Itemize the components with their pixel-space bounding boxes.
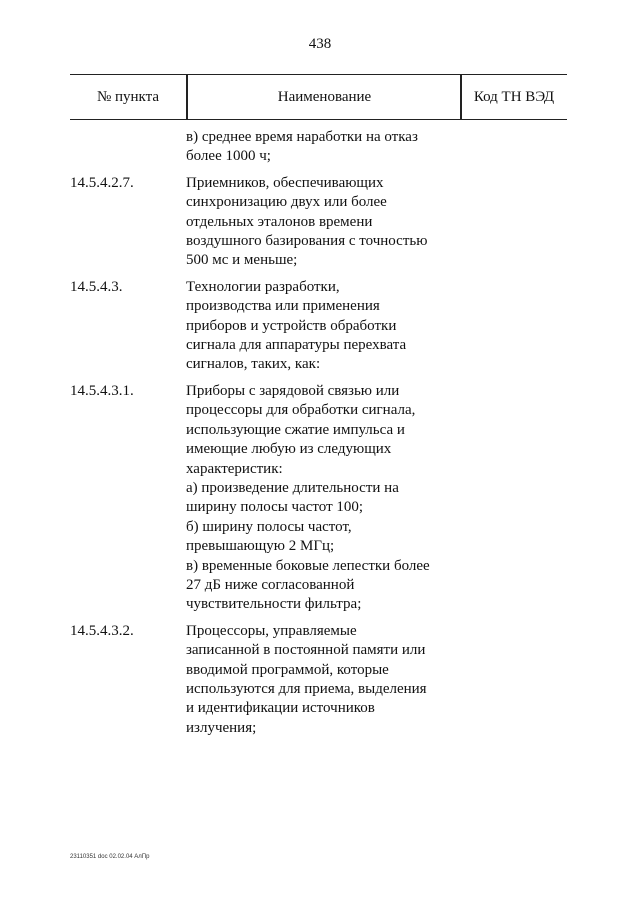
- description-line: сигнала для аппаратуры перехвата: [186, 337, 407, 354]
- page-number: 438: [308, 36, 332, 52]
- item-number: [0, 128, 186, 167]
- table-row: [0, 128, 640, 167]
- description-line: более 1000 ч;: [186, 148, 271, 165]
- table-row: [0, 278, 640, 375]
- description-line: процессоры для обработки сигнала,: [186, 402, 416, 419]
- item-description: [186, 174, 476, 271]
- description-line: производства или применения: [186, 298, 380, 315]
- description-line: сигналов, таких, как:: [186, 356, 321, 373]
- description-line: воздушного базирования с точностью: [186, 233, 428, 250]
- description-line: Приборы с зарядовой связью или: [186, 382, 400, 399]
- description-line: Приемников, обеспечивающих: [186, 174, 384, 191]
- description-line: чувствительности фильтра;: [186, 596, 362, 613]
- description-line: в) временные боковые лепестки более: [186, 557, 430, 574]
- description-line: превышающую 2 МГц;: [186, 538, 335, 555]
- table-header: [70, 74, 567, 120]
- header-name-column: Наименование: [277, 88, 372, 105]
- description-line: излучения;: [186, 719, 257, 736]
- item-number: 14.5.4.2.7.: [70, 174, 134, 191]
- description-line: использующие сжатие импульса и: [186, 421, 405, 438]
- description-line: в) среднее время наработки на отказ: [186, 129, 418, 145]
- description-line: вводимой программой, которые: [186, 661, 389, 678]
- description-line: записанной в постоянной памяти или: [186, 642, 426, 659]
- header-code-column: Код ТН ВЭД: [473, 88, 555, 105]
- table-row: [0, 622, 640, 738]
- description-line: приборов и устройств обработки: [186, 317, 397, 334]
- description-line: синхронизацию двух или более: [186, 194, 387, 211]
- description-line: 27 дБ ниже согласованной: [186, 576, 355, 593]
- item-description: [186, 278, 476, 375]
- table-row: [0, 382, 640, 615]
- description-line: Технологии разработки,: [186, 278, 340, 295]
- description-line: б) ширину полосы частот,: [186, 518, 352, 535]
- item-number: 14.5.4.3.1.: [70, 382, 134, 399]
- document-footer: 23110351 doc 02.02.04 АлПр: [70, 854, 150, 860]
- table-row: [0, 174, 640, 271]
- header-number-column: № пункта: [96, 88, 160, 105]
- description-line: имеющие любую из следующих: [186, 441, 392, 458]
- description-line: и идентификации источников: [186, 700, 375, 717]
- item-description: [186, 128, 476, 167]
- item-number: 14.5.4.3.: [70, 278, 123, 295]
- description-line: отдельных эталонов времени: [186, 213, 373, 230]
- item-description: [186, 622, 476, 738]
- description-line: используются для приема, выделения: [186, 680, 427, 697]
- description-line: ширину полосы частот 100;: [186, 499, 364, 516]
- item-description: [186, 382, 476, 615]
- description-line: Процессоры, управляемые: [186, 622, 357, 639]
- document-body: [0, 128, 640, 745]
- item-number: 14.5.4.3.2.: [70, 622, 134, 639]
- description-line: а) произведение длительности на: [186, 479, 399, 496]
- description-line: 500 мс и меньше;: [186, 252, 298, 269]
- description-line: характеристик:: [186, 460, 283, 477]
